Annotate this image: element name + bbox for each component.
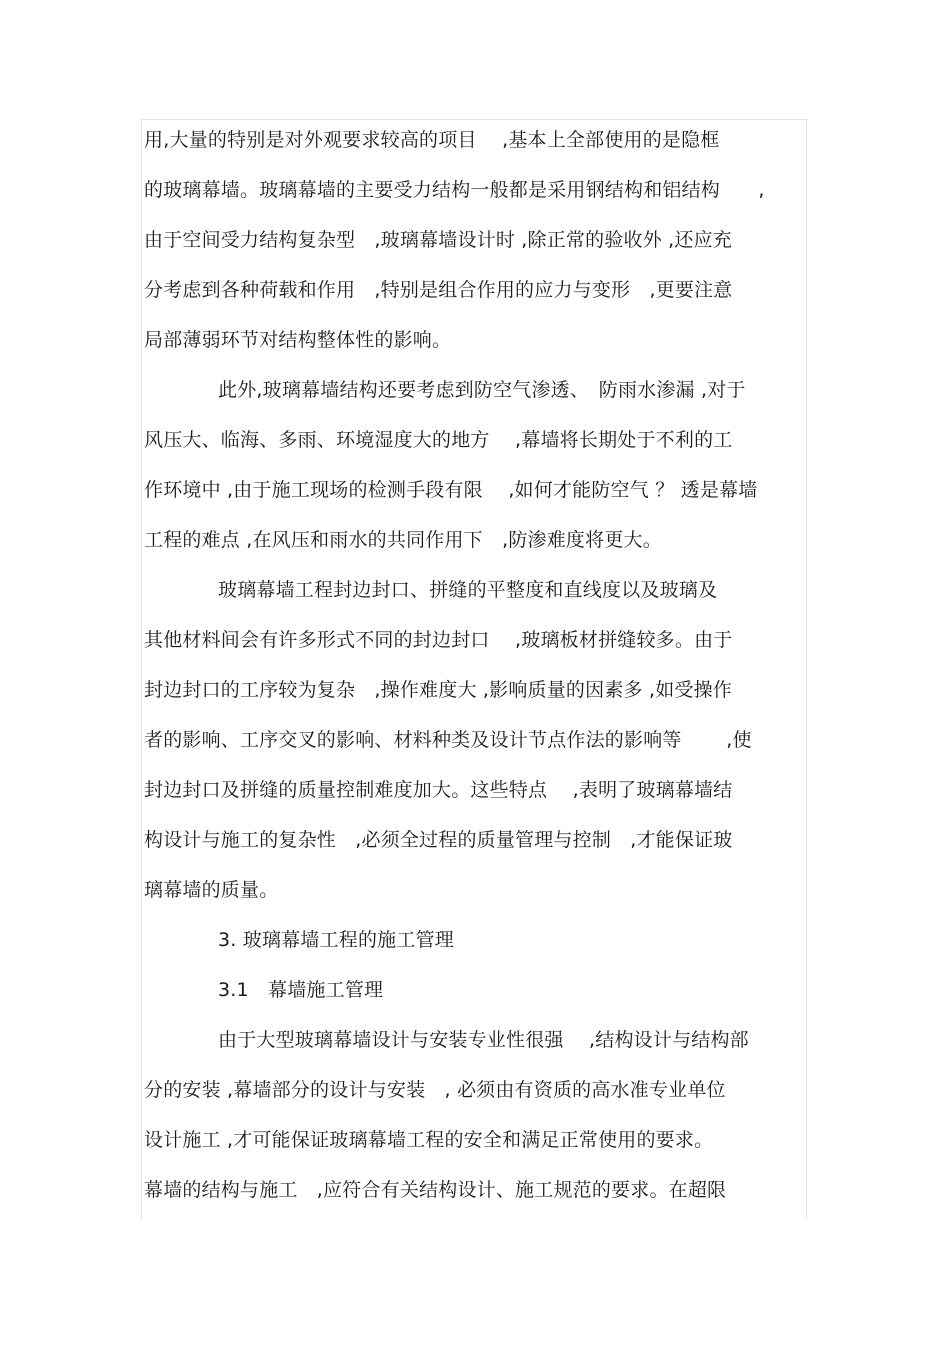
text-line: 封边封口及拼缝的质量控制难度加大。这些特点 ,表明了玻璃幕墙结 <box>144 779 733 801</box>
text-line: 分考虑到各种荷载和作用 ,特别是组合作用的应力与变形 ,更要注意 <box>144 279 733 301</box>
text-line: 作环境中 ,由于施工现场的检测手段有限 ,如何才能防空气 ？ 透是幕墙 <box>144 479 758 501</box>
paragraph-first-line: 由于大型玻璃幕墙设计与安装专业性很强 ,结构设计与结构部 <box>218 1029 749 1051</box>
text-line: 分的安装 ,幕墙部分的设计与安装 , 必须由有资质的高水准专业单位 <box>144 1079 726 1101</box>
text-line: 风压大、临海、多雨、环境湿度大的地方 ,幕墙将长期处于不利的工 <box>144 429 733 451</box>
text-line: 其他材料间会有许多形式不同的封边封口 ,玻璃板材拼缝较多。由于 <box>144 629 733 651</box>
text-line: 璃幕墙的质量。 <box>144 879 279 901</box>
text-line: 局部薄弱环节对结构整体性的影响。 <box>144 329 452 351</box>
text-line: 者的影响、工序交叉的影响、材料种类及设计节点作法的影响等 ,使 <box>144 729 752 751</box>
text-line: 设计施工 ,才可能保证玻璃幕墙工程的安全和满足正常使用的要求。 <box>144 1129 714 1151</box>
paragraph-first-line: 玻璃幕墙工程封边封口、拼缝的平整度和直线度以及玻璃及 <box>218 579 718 601</box>
text-line: 构设计与施工的复杂性 ,必须全过程的质量管理与控制 ,才能保证玻 <box>144 829 733 851</box>
text-line: 用,大量的特别是对外观要求较高的项目 ,基本上全部使用的是隐框 <box>144 129 720 151</box>
subsection-heading: 3.1 幕墙施工管理 <box>218 979 384 1001</box>
text-line: 的玻璃幕墙。玻璃幕墙的主要受力结构一般都是采用钢结构和铝结构 , <box>144 179 765 201</box>
text-line: 幕墙的结构与施工 ,应符合有关结构设计、施工规范的要求。在超限 <box>144 1179 727 1201</box>
text-line: 工程的难点 ,在风压和雨水的共同作用下 ,防渗难度将更大。 <box>144 529 662 551</box>
text-line: 封边封口的工序较为复杂 ,操作难度大 ,影响质量的因素多 ,如受操作 <box>144 679 732 701</box>
section-heading: 3. 玻璃幕墙工程的施工管理 <box>218 929 454 951</box>
paragraph-first-line: 此外,玻璃幕墙结构还要考虑到防空气渗透、 防雨水渗漏 ,对于 <box>218 379 746 401</box>
text-line: 由于空间受力结构复杂型 ,玻璃幕墙设计时 ,除正常的验收外 ,还应充 <box>144 229 732 251</box>
